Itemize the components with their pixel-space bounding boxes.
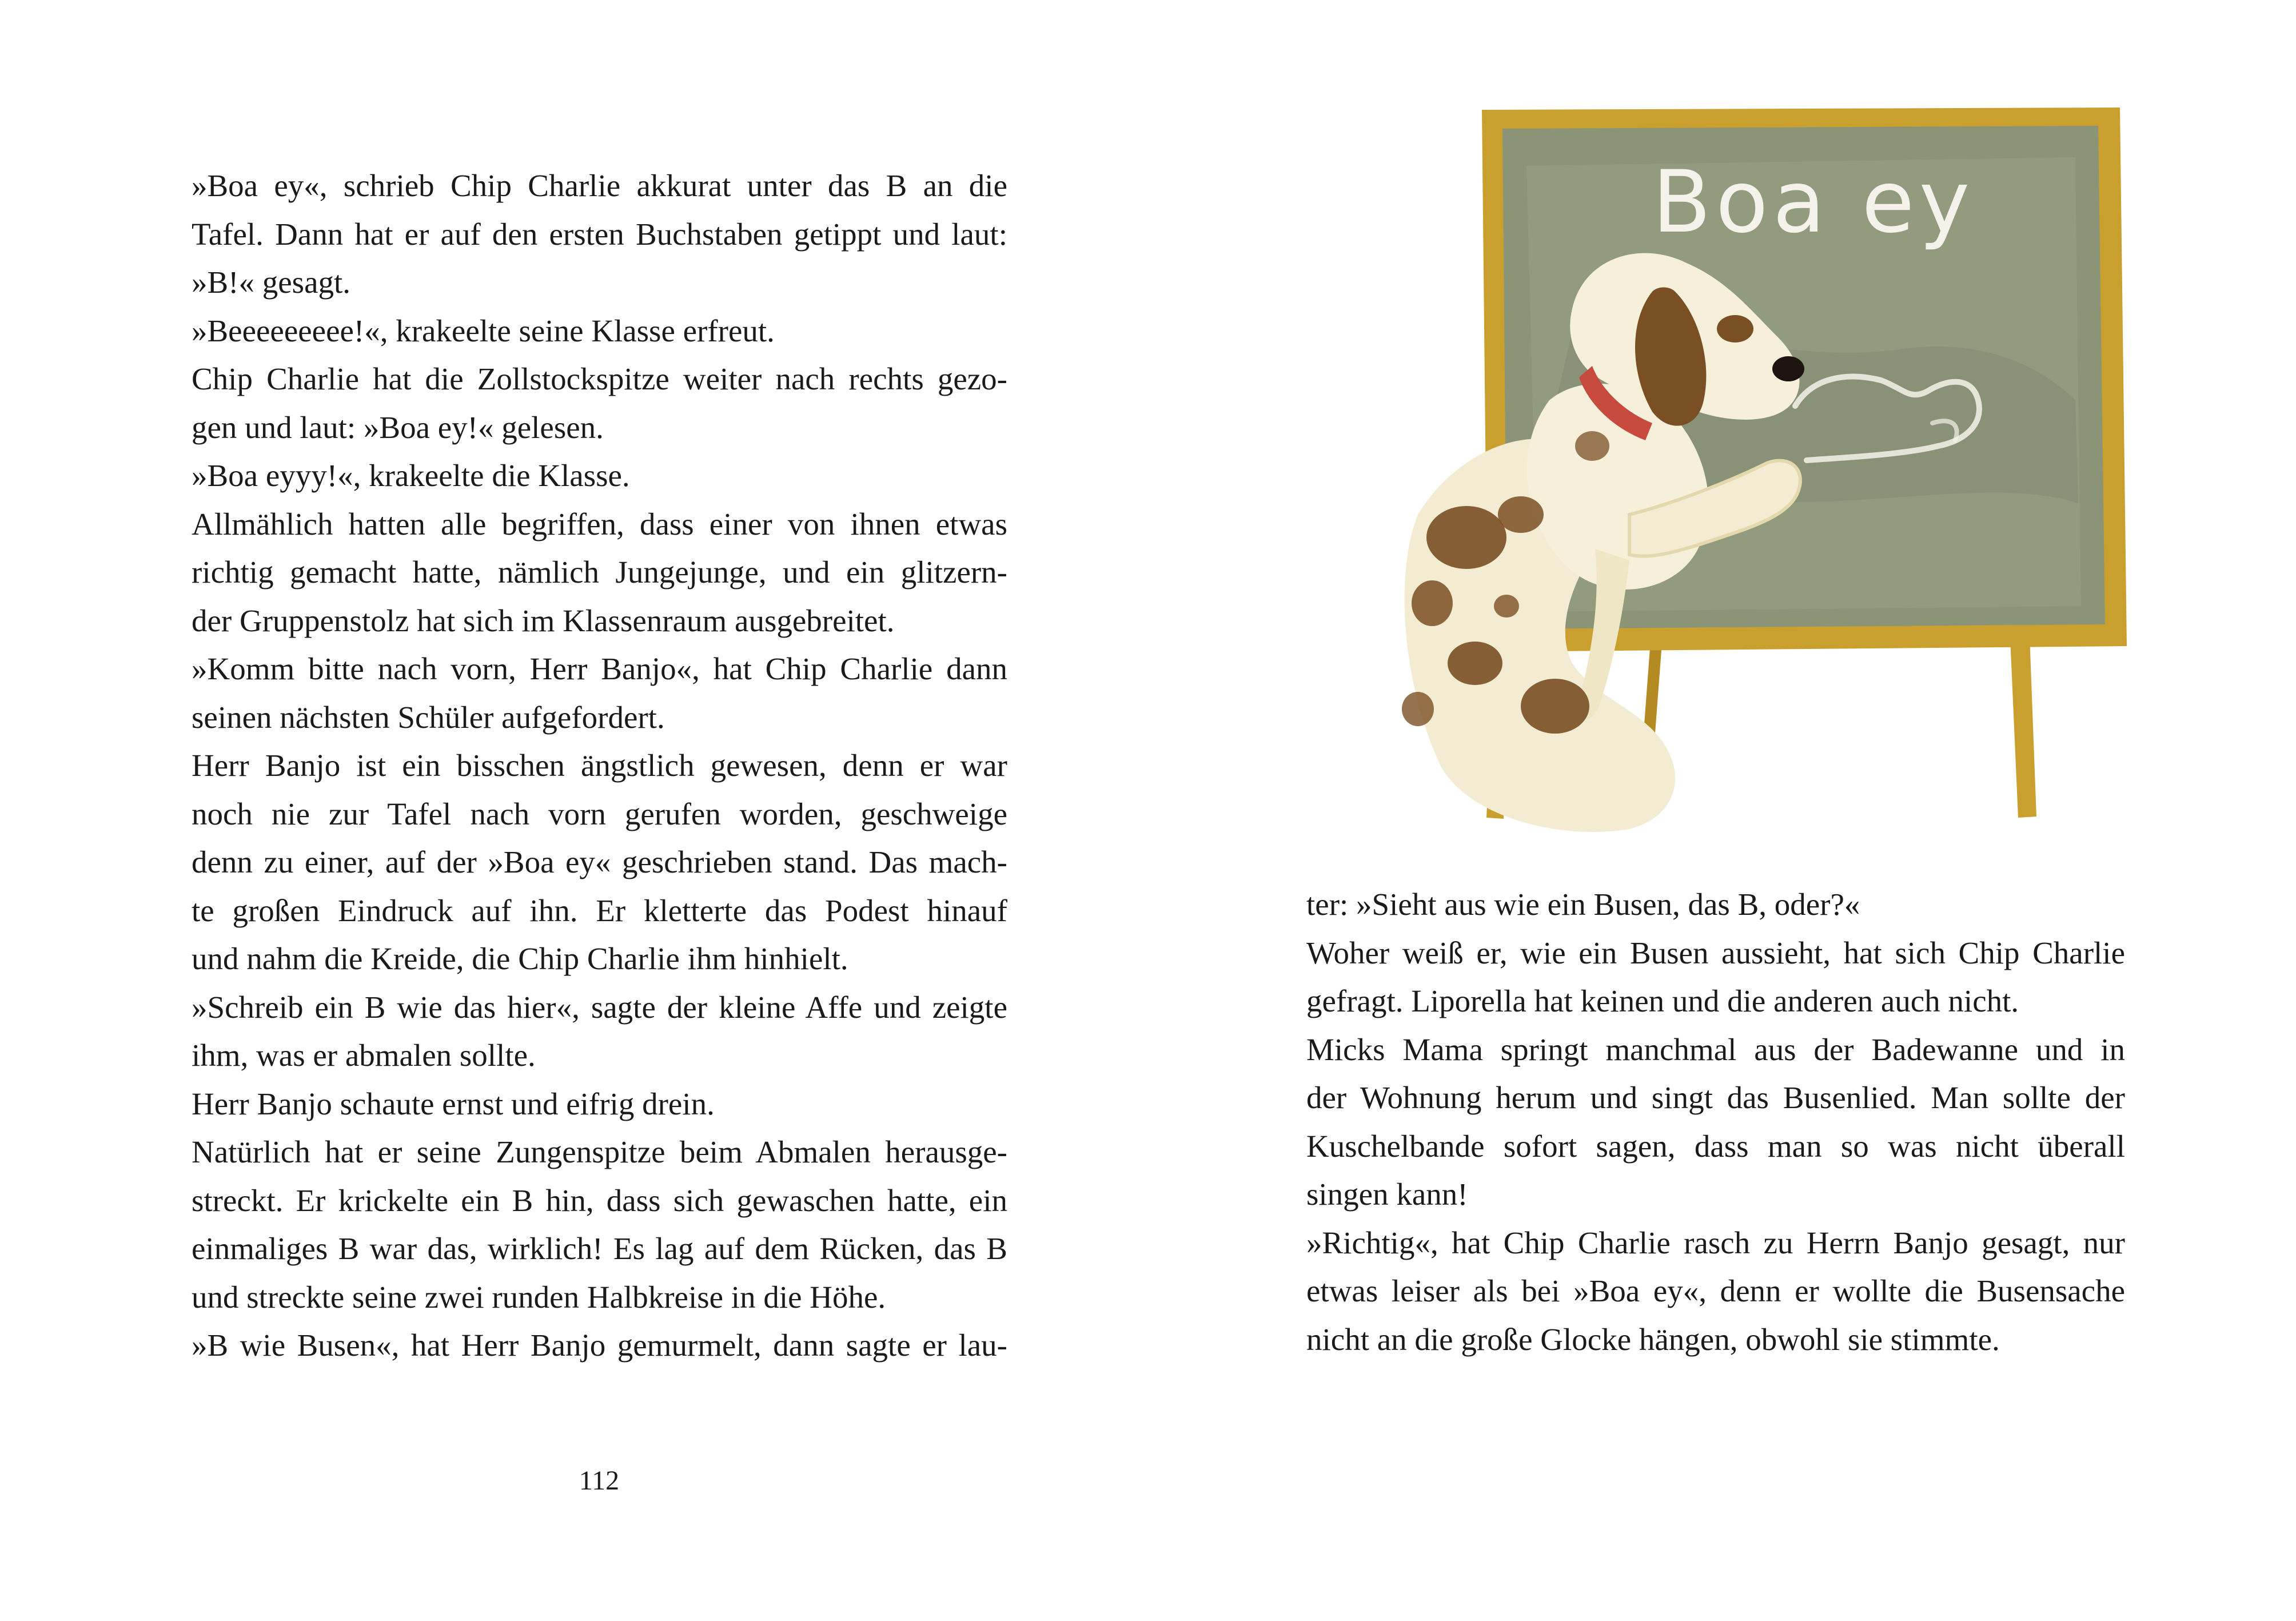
text-line: der Wohnung herum und singt das Busenlied. Man sollte der (1306, 1080, 2125, 1115)
dog-at-chalkboard-illustration (1332, 103, 2132, 846)
text-line: Micks Mama springt manchmal aus der Badewanne und in (1306, 1031, 2125, 1067)
page-number: 112 (579, 1465, 620, 1496)
text-line: »B!« gesagt. (192, 265, 351, 300)
text-line: gen und laut: »Boa ey!« gelesen. (192, 409, 604, 445)
text-line: der Gruppenstolz hat sich im Klassenraum ausgebreitet. (192, 603, 895, 638)
text-line: »Richtig«, hat Chip Charlie rasch zu Herrn Banjo gesagt, nur (1306, 1225, 2125, 1260)
text-line: Natürlich hat er seine Zungenspitze beim Abmalen herausge- (192, 1134, 1007, 1169)
text-line: seinen nächsten Schüler aufgefordert. (192, 699, 665, 735)
text-line: ter: »Sieht aus wie ein Busen, das B, oder?« (1306, 887, 1860, 922)
text-line: Herr Banjo schaute ernst und eifrig drein. (192, 1086, 715, 1121)
text-line: »Komm bitte nach vorn, Herr Banjo«, hat Chip Charlie dann (192, 651, 1007, 686)
text-line: noch nie zur Tafel nach vorn gerufen worden, geschweige (192, 796, 1007, 831)
text-line: streckt. Er krickelte ein B hin, dass sich gewaschen hatte, ein (192, 1182, 1007, 1218)
text-line: Herr Banjo ist ein bisschen ängstlich gewesen, denn er war (192, 748, 1007, 783)
text-line: »Schreib ein B wie das hier«, sagte der kleine Affe und zeigte (192, 989, 1007, 1025)
text-line: gefragt. Liporella hat keinen und die anderen auch nicht. (1306, 983, 2019, 1018)
text-line: richtig gemacht hatte, nämlich Jungejunge, und ein glitzern- (192, 555, 1007, 590)
text-line: Tafel. Dann hat er auf den ersten Buchstaben getippt und laut: (192, 216, 1007, 252)
text-line: Chip Charlie hat die Zollstockspitze weiter nach rechts gezo- (192, 361, 1007, 396)
text-line: einmaliges B war das, wirklich! Es lag auf dem Rücken, das B (192, 1231, 1007, 1266)
text-line: singen kann! (1306, 1177, 1468, 1212)
text-line: te großen Eindruck auf ihn. Er kletterte das Podest hinauf (192, 893, 1007, 928)
text-line: »Boa ey«, schrieb Chip Charlie akkurat unter das B an die (192, 168, 1007, 203)
text-line: »Beeeeeeeee!«, krakeelte seine Klasse erfreut. (192, 313, 775, 348)
text-line: und nahm die Kreide, die Chip Charlie ihm hinhielt. (192, 941, 848, 976)
text-line: Woher weiß er, wie ein Busen aussieht, hat sich Chip Charlie (1306, 935, 2125, 970)
right-page-text (1306, 881, 2125, 1364)
text-line: denn zu einer, auf der »Boa ey« geschrieben stand. Das mach- (192, 845, 1007, 879)
text-line: ihm, was er abmalen sollte. (192, 1038, 536, 1073)
text-line: Kuschelbande sofort sagen, dass man so was nicht überall (1306, 1128, 2125, 1164)
text-line: und streckte seine zwei runden Halbkreise in die Höhe. (192, 1279, 886, 1315)
chalkboard-text: Boa ey (1652, 153, 1975, 252)
text-line: etwas leiser als bei »Boa ey«, denn er wollte die Busensache (1306, 1273, 2125, 1308)
text-line: »B wie Busen«, hat Herr Banjo gemurmelt, dann sagte er lau- (192, 1328, 1007, 1363)
left-page-text (192, 162, 1007, 1370)
text-line: nicht an die große Glocke hängen, obwohl sie stimmte. (1306, 1321, 2000, 1357)
text-line: Allmählich hatten alle begriffen, dass einer von ihnen etwas (192, 506, 1007, 541)
text-line: »Boa eyyy!«, krakeelte die Klasse. (192, 458, 630, 493)
